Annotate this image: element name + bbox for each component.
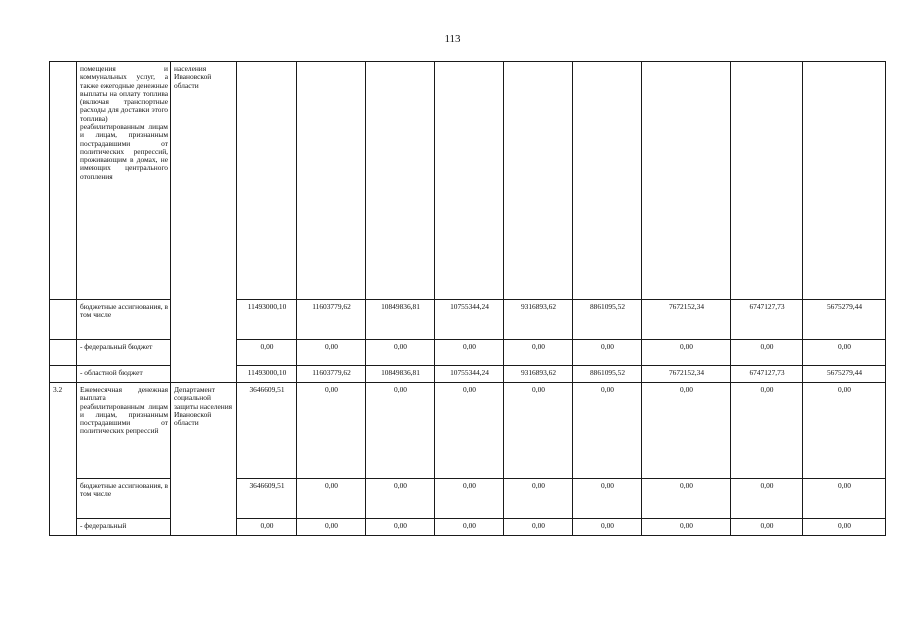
value-cell: 11603779,62 bbox=[297, 366, 366, 383]
value-cell: 0,00 bbox=[731, 383, 803, 479]
index-cell: 3.2 bbox=[50, 383, 77, 536]
value-cell: 8861095,52 bbox=[573, 300, 642, 340]
value-cell: 10755344,24 bbox=[435, 300, 504, 340]
value-cell: 0,00 bbox=[731, 519, 803, 536]
value-cell: 0,00 bbox=[573, 479, 642, 519]
value-cell bbox=[297, 62, 366, 300]
value-cell: 0,00 bbox=[731, 479, 803, 519]
value-cell: 5675279,44 bbox=[803, 366, 886, 383]
value-cell: 0,00 bbox=[573, 383, 642, 479]
organization-cell: населения Ивановской области bbox=[171, 62, 237, 383]
value-cell: 0,00 bbox=[366, 519, 435, 536]
value-cell: 0,00 bbox=[642, 479, 731, 519]
description-cell: Ежемесячная денежная выплата реабилитированным лицам и лицам, признанным пострадавшими от политических репрессий bbox=[77, 383, 171, 479]
value-cell: 6747127,73 bbox=[731, 366, 803, 383]
value-cell: 10849836,81 bbox=[366, 366, 435, 383]
table-row bbox=[50, 383, 886, 479]
value-cell: 6747127,73 bbox=[731, 300, 803, 340]
value-cell bbox=[573, 62, 642, 300]
value-cell: 0,00 bbox=[237, 340, 297, 366]
row-label: - федеральный бюджет bbox=[77, 340, 171, 366]
row-label: - федеральный bbox=[77, 519, 171, 536]
value-cell bbox=[803, 62, 886, 300]
value-cell: 0,00 bbox=[435, 383, 504, 479]
value-cell: 0,00 bbox=[573, 519, 642, 536]
value-cell: 0,00 bbox=[366, 383, 435, 479]
value-cell: 0,00 bbox=[237, 519, 297, 536]
value-cell: 0,00 bbox=[504, 479, 573, 519]
value-cell bbox=[504, 62, 573, 300]
value-cell: 11493000,10 bbox=[237, 366, 297, 383]
value-cell: 0,00 bbox=[435, 479, 504, 519]
value-cell: 0,00 bbox=[803, 340, 886, 366]
value-cell: 0,00 bbox=[504, 340, 573, 366]
row-label: бюджетные ассигнования, в том числе bbox=[77, 300, 171, 340]
value-cell: 3646609,51 bbox=[237, 479, 297, 519]
value-cell: 9316893,62 bbox=[504, 300, 573, 340]
value-cell bbox=[237, 62, 297, 300]
value-cell bbox=[642, 62, 731, 300]
value-cell: 0,00 bbox=[803, 519, 886, 536]
value-cell: 0,00 bbox=[435, 519, 504, 536]
value-cell: 10755344,24 bbox=[435, 366, 504, 383]
value-cell bbox=[731, 62, 803, 300]
value-cell: 3646609,51 bbox=[237, 383, 297, 479]
value-cell bbox=[435, 62, 504, 300]
value-cell: 0,00 bbox=[366, 340, 435, 366]
description-cell: помещения и коммунальных услуг, а также ежегодные денежные выплаты на оплату топлива (включая транспортные расходы для доставки этого топлива) реабилитированным лицам и лицам, признанным пострадавшими от политических репрессий, проживающим в домах, не имеющих центрального отопления bbox=[77, 62, 171, 300]
value-cell: 11493000,10 bbox=[237, 300, 297, 340]
row-label: - областной бюджет bbox=[77, 366, 171, 383]
value-cell: 9316893,62 bbox=[504, 366, 573, 383]
value-cell: 0,00 bbox=[297, 479, 366, 519]
value-cell: 0,00 bbox=[297, 383, 366, 479]
value-cell: 0,00 bbox=[573, 340, 642, 366]
value-cell: 10849836,81 bbox=[366, 300, 435, 340]
value-cell: 0,00 bbox=[435, 340, 504, 366]
organization-cell: Департамент социальной защиты населения Ивановской области bbox=[171, 383, 237, 536]
value-cell: 0,00 bbox=[297, 519, 366, 536]
value-cell: 7672152,34 bbox=[642, 366, 731, 383]
index-cell bbox=[50, 62, 77, 300]
index-cell bbox=[50, 300, 77, 340]
value-cell: 0,00 bbox=[642, 519, 731, 536]
value-cell: 0,00 bbox=[366, 479, 435, 519]
value-cell: 0,00 bbox=[803, 383, 886, 479]
value-cell: 7672152,34 bbox=[642, 300, 731, 340]
index-cell bbox=[50, 340, 77, 366]
page-number: 113 bbox=[444, 33, 461, 45]
row-label: бюджетные ассигнования, в том числе bbox=[77, 479, 171, 519]
value-cell: 11603779,62 bbox=[297, 300, 366, 340]
table-row bbox=[50, 62, 886, 300]
value-cell: 0,00 bbox=[803, 479, 886, 519]
value-cell: 0,00 bbox=[504, 519, 573, 536]
value-cell: 0,00 bbox=[731, 340, 803, 366]
value-cell: 0,00 bbox=[642, 383, 731, 479]
value-cell: 0,00 bbox=[504, 383, 573, 479]
value-cell: 0,00 bbox=[297, 340, 366, 366]
value-cell: 5675279,44 bbox=[803, 300, 886, 340]
value-cell: 8861095,52 bbox=[573, 366, 642, 383]
index-cell bbox=[50, 366, 77, 383]
value-cell: 0,00 bbox=[642, 340, 731, 366]
value-cell bbox=[366, 62, 435, 300]
budget-table bbox=[49, 61, 886, 536]
